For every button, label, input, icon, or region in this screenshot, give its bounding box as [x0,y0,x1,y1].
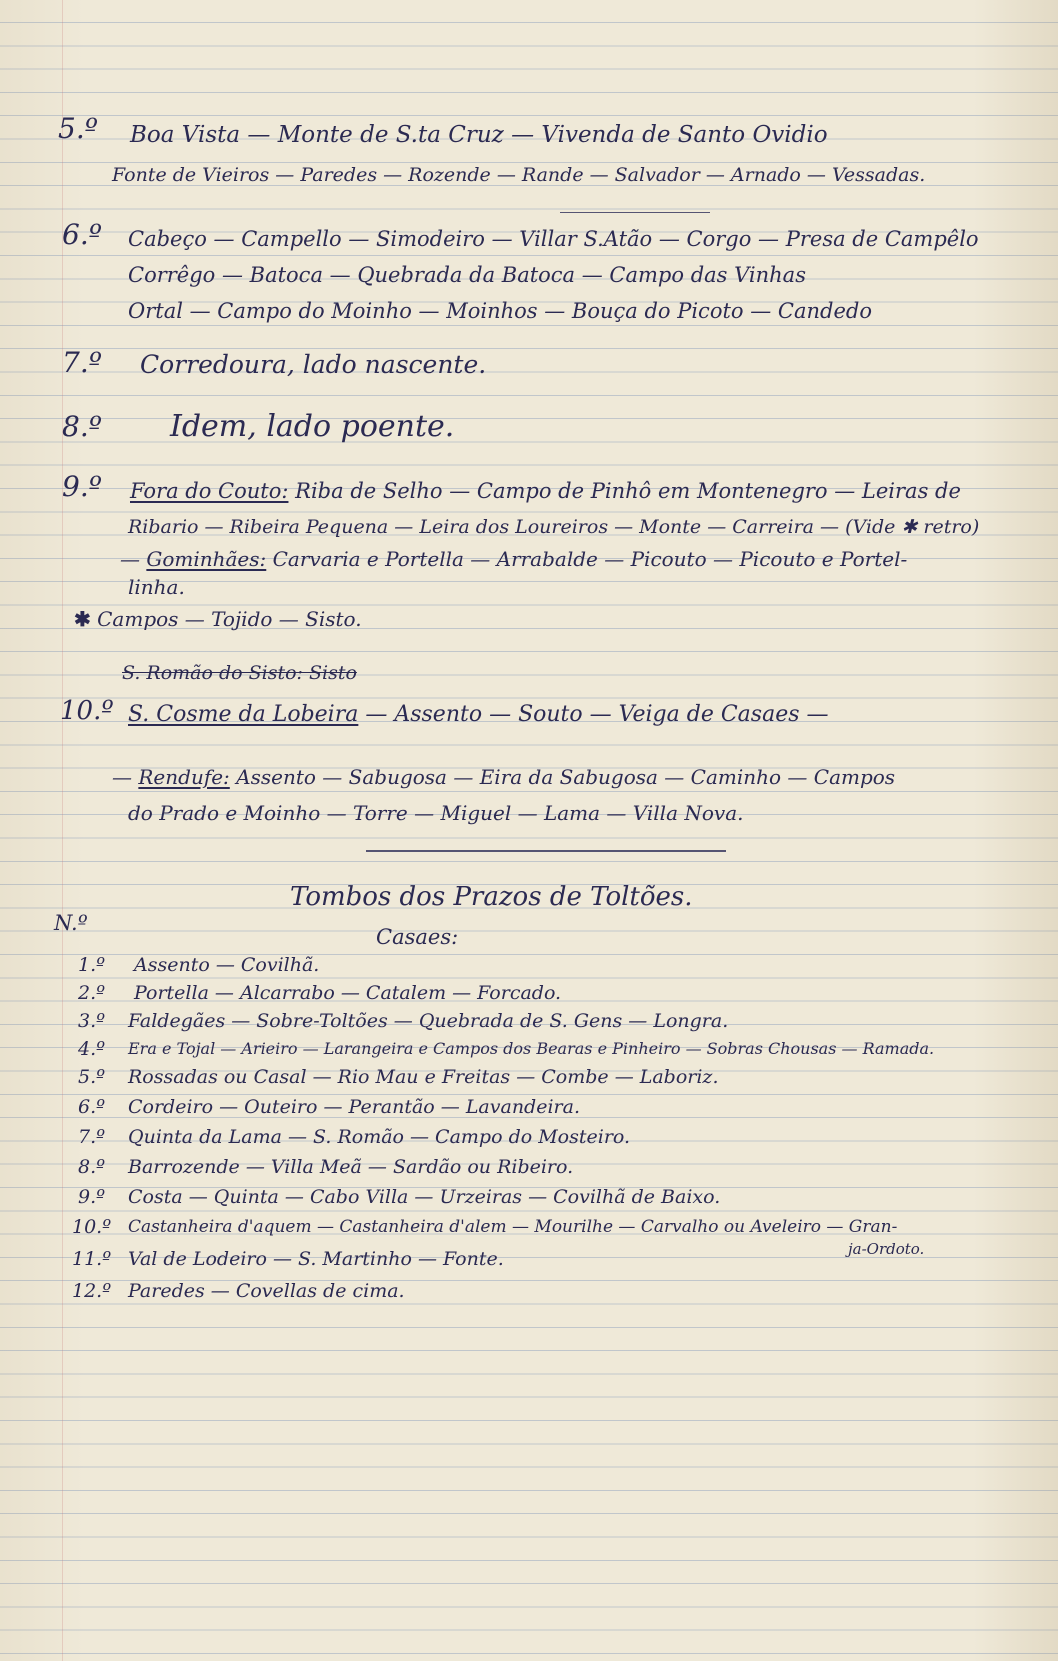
tombos-row-12-number: 12.º [72,1280,112,1302]
entry-9-star-line [74,606,362,632]
entry-9-line-1-text: Riba de Selho — Campo de Pinhô em Montenegro — Leiras de [295,479,961,503]
tombos-row-11-text: Val de Lodeiro — S. Martinho — Fonte. [128,1248,504,1270]
tombos-row-10-number: 10.º [72,1216,112,1238]
tombos-row-9-number: 9.º [78,1186,106,1208]
s-cosme-label: S. Cosme da Lobeira [128,702,359,727]
tombos-row-5-text: Rossadas ou Casal — Rio Mau e Freitas — Combe — Laboriz. [128,1066,719,1088]
entry-5-line-1: Boa Vista — Monte de S.ta Cruz — Vivenda de Santo Ovidio [130,122,828,148]
entry-9-line-1 [130,478,961,504]
entry-5-line-2: Fonte de Vieiros — Paredes — Rozende — Rande — Salvador — Arnado — Vessadas. [112,164,926,186]
entry-9-number: 9.º [62,470,102,503]
entry-9-line-3: — Gominhães: Carvaria e Portella — Arrabalde — Picouto — Picouto e Portel- [120,547,908,571]
entry-6-line-3: Ortal — Campo do Moinho — Moinhos — Bouça do Picoto — Candedo [128,299,872,323]
tombos-row-10-text: Castanheira d'aquem — Castanheira d'alem — Mourilhe — Carvalho ou Aveleiro — Gran- [128,1217,898,1237]
asterisk-icon: ✱ [74,607,91,631]
entry-10-line-1 [128,702,829,728]
tombos-row-1-number: 1.º [78,954,106,976]
section-divider [366,850,726,852]
tombos-number-header: N.º [54,911,88,935]
rendufe-label: Rendufe: [138,765,230,789]
tombos-row-3-text: Faldegães — Sobre-Toltões — Quebrada de S. Gens — Longra. [128,1010,729,1032]
struck-out-line: S. Romão do Sisto: Sisto [122,662,357,684]
entry-9-line-2: Ribario — Ribeira Pequena — Leira dos Loureiros — Monte — Carreira — (Vide ✱ retro) [128,516,980,538]
separator-short [560,212,710,213]
entry-5-number: 5.º [58,112,98,145]
tombos-row-7-number: 7.º [78,1126,106,1148]
entry-10-line-2: — Rendufe: Assento — Sabugosa — Eira da Sabugosa — Caminho — Campos [112,765,896,789]
entry-6-line-2: Corrêgo — Batoca — Quebrada da Batoca — Campo das Vinhas [128,263,806,287]
fora-do-couto-label: Fora do Couto: [130,479,289,503]
tombos-row-9-text: Costa — Quinta — Cabo Villa — Urzeiras — Covilhã de Baixo. [128,1186,721,1208]
entry-6-number: 6.º [62,218,102,251]
entry-10-line-3: do Prado e Moinho — Torre — Miguel — Lama — Villa Nova. [128,801,744,825]
tombos-row-12-text: Paredes — Covellas de cima. [128,1280,405,1302]
gominhaes-label: Gominhães: [146,547,267,571]
tombos-row-8-number: 8.º [78,1156,106,1178]
tombos-row-10-continuation: ja-Ordoto. [848,1240,925,1258]
tombos-title: Tombos dos Prazos de Toltões. [290,882,693,912]
entry-7-number: 7.º [62,346,102,379]
entry-9-line-4: linha. [128,575,185,599]
tombos-row-4-text: Era e Tojal — Arieiro — Larangeira e Campos dos Bearas e Pinheiro — Sobras Chousas — Ramada. [128,1039,935,1058]
tombos-row-4-number: 4.º [78,1038,106,1060]
entry-9-line-3-text: Carvaria e Portella — Arrabalde — Picouto — Picouto e Portel- [272,547,908,571]
entry-8-number: 8.º [62,410,102,443]
entry-10-line-2-text: Assento — Sabugosa — Eira da Sabugosa — Caminho — Campos [236,765,896,789]
tombos-row-1-text: Assento — Covilhã. [134,954,320,976]
tombos-row-5-number: 5.º [78,1066,106,1088]
entry-10-number: 10.º [60,696,114,726]
tombos-row-2-text: Portella — Alcarrabo — Catalem — Forcado. [134,982,562,1004]
tombos-row-3-number: 3.º [78,1010,106,1032]
tombos-row-11-number: 11.º [72,1248,112,1270]
entry-10-line-1-text: — Assento — Souto — Veiga de Casaes — [365,702,829,727]
entry-8-text: Idem, lado poente. [170,409,455,444]
tombos-row-7-text: Quinta da Lama — S. Romão — Campo do Mosteiro. [128,1126,631,1148]
tombos-row-6-number: 6.º [78,1096,106,1118]
tombos-row-6-text: Cordeiro — Outeiro — Perantão — Lavandeira. [128,1096,580,1118]
tombos-row-8-text: Barrozende — Villa Meã — Sardão ou Ribeiro. [128,1156,574,1178]
entry-7-text: Corredoura, lado nascente. [140,350,487,379]
entry-6-line-1: Cabeço — Campello — Simodeiro — Villar S.Atão — Corgo — Presa de Campêlo [128,227,979,251]
star-line-text: Campos — Tojido — Sisto. [97,607,362,631]
tombos-row-2-number: 2.º [78,982,106,1004]
tombos-subtitle: Casaes: [376,925,459,949]
